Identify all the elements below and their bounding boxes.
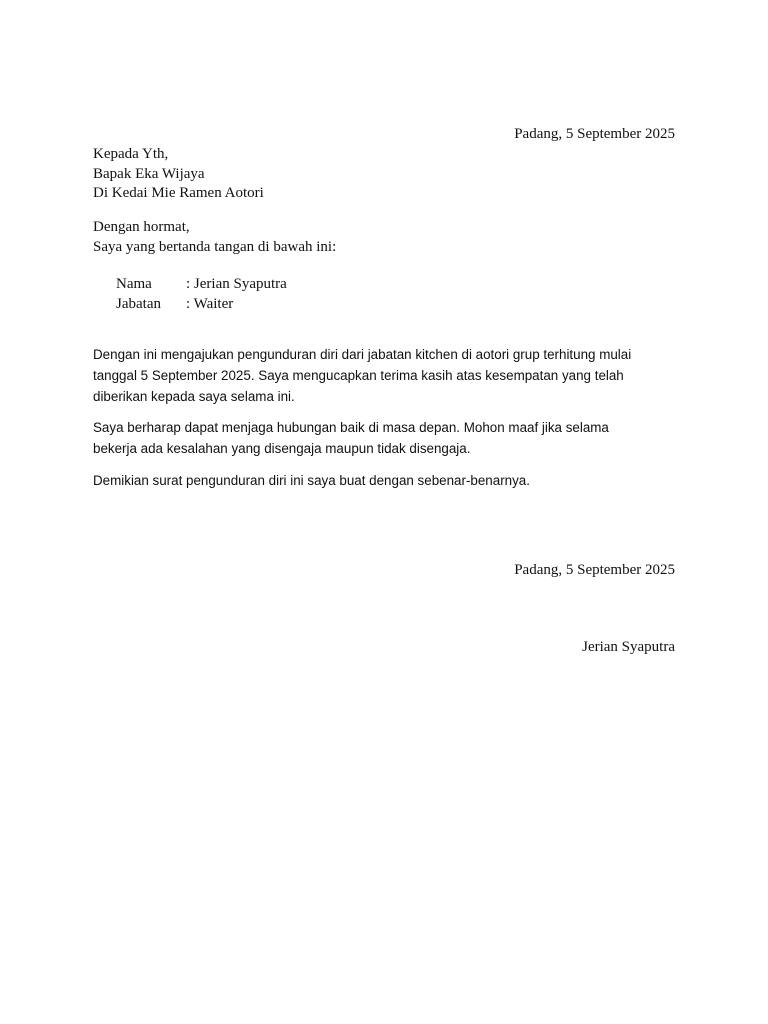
identity-row-position [116, 295, 287, 315]
place-date-top: Padang, 5 September 2025 [514, 126, 675, 142]
paragraph-apology [93, 417, 683, 459]
paragraph1-line: tanggal 5 September 2025. Saya mengucapkan terima kasih atas kesempatan yang telah [93, 368, 624, 383]
opening-block [93, 218, 336, 257]
paragraph-resignation [93, 344, 683, 407]
name-label: Nama [116, 276, 152, 292]
recipient-name: Bapak Eka Wijaya [93, 165, 205, 182]
paragraph2-line: Saya berharap dapat menjaga hubungan baik di masa depan. Mohon maaf jika selama [93, 420, 609, 435]
position-label: Jabatan [116, 296, 161, 312]
identity-table [116, 275, 287, 315]
paragraph1-line: diberikan kepada saya selama ini. [93, 389, 295, 404]
paragraph2-line: bekerja ada kesalahan yang disengaja maupun tidak disengaja. [93, 441, 471, 456]
paragraph1-line: Dengan ini mengajukan pengunduran diri dari jabatan kitchen di aotori grup terhitung mulai [93, 347, 632, 362]
position-value: : Waiter [186, 296, 234, 312]
signature-name: Jerian Syaputra [582, 639, 675, 655]
name-value: : Jerian Syaputra [186, 276, 287, 292]
recipient-salutation: Kepada Yth, [93, 146, 169, 162]
recipient-address: Di Kedai Mie Ramen Aotori [93, 185, 264, 201]
paragraph-closing [93, 470, 683, 491]
intro-sentence: Saya yang bertanda tangan di bawah ini: [93, 238, 337, 255]
greeting: Dengan hormat, [93, 219, 190, 235]
paragraph3-line: Demikian surat pengunduran diri ini saya buat dengan sebenar-benarnya. [93, 473, 530, 488]
place-date-bottom: Padang, 5 September 2025 [514, 562, 675, 578]
identity-row-name [116, 275, 287, 295]
recipient-block [93, 145, 264, 204]
